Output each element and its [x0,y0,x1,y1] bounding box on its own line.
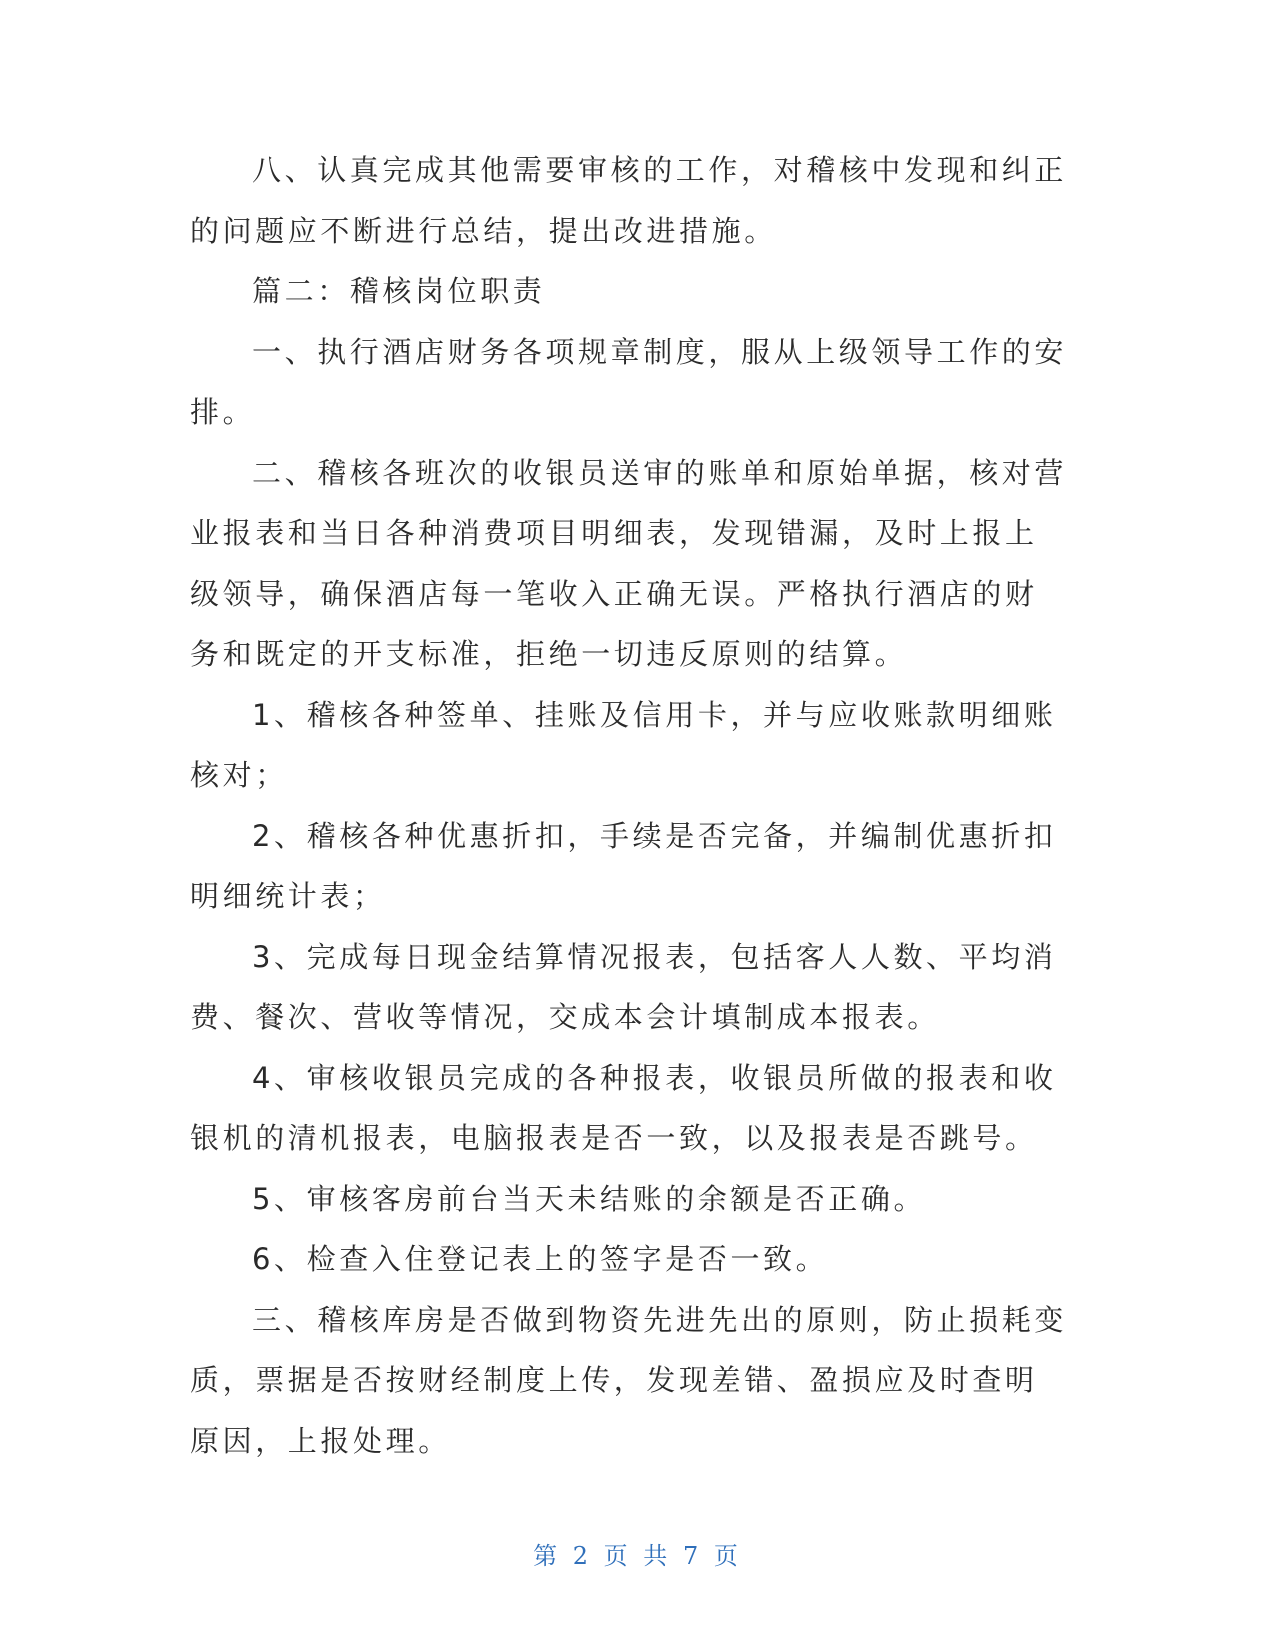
document-body [190,140,1070,1471]
sub-item-4: 4、审核收银员完成的各种报表，收银员所做的报表和收银机的清机报表，电脑报表是否一致，以及报表是否跳号。 [190,1060,1057,1155]
paragraph-item-1: 一、执行酒店财务各项规章制度，服从上级领导工作的安排。 [190,334,1068,429]
sub-item-2: 2、稽核各种优惠折扣，手续是否完备，并编制优惠折扣明细统计表； [190,818,1057,913]
sub-item-5: 5、审核客房前台当天未结账的余额是否正确。 [252,1181,927,1216]
sub-item-6: 6、检查入住登记表上的签字是否一致。 [252,1242,829,1276]
page-number-footer: 第 2 页 共 7 页 [533,1542,742,1570]
paragraph-item-3: 三、稽核库房是否做到物资先进先出的原则，防止损耗变质，票据是否按财经制度上传，发现差错、盈损应及时查明原因，上报处理。 [190,1302,1068,1458]
sub-item-3: 3、完成每日现金结算情况报表，包括客人人数、平均消费、餐次、营收等情况，交成本会计填制成本报表。 [190,939,1057,1034]
paragraph-item-8: 八、认真完成其他需要审核的工作，对稽核中发现和纠正的问题应不断进行总结，提出改进措施。 [190,153,1068,248]
section-heading: 篇二：稽核岗位职责 [252,274,546,308]
paragraph-item-2: 二、稽核各班次的收银员送审的账单和原始单据，核对营业报表和当日各种消费项目明细表，发现错漏，及时上报上级领导，确保酒店每一笔收入正确无误。严格执行酒店的财务和既定的开支标准，拒绝一切违反原则的结算。 [190,455,1068,671]
sub-item-1: 1、稽核各种签单、挂账及信用卡，并与应收账款明细账核对； [190,697,1057,792]
